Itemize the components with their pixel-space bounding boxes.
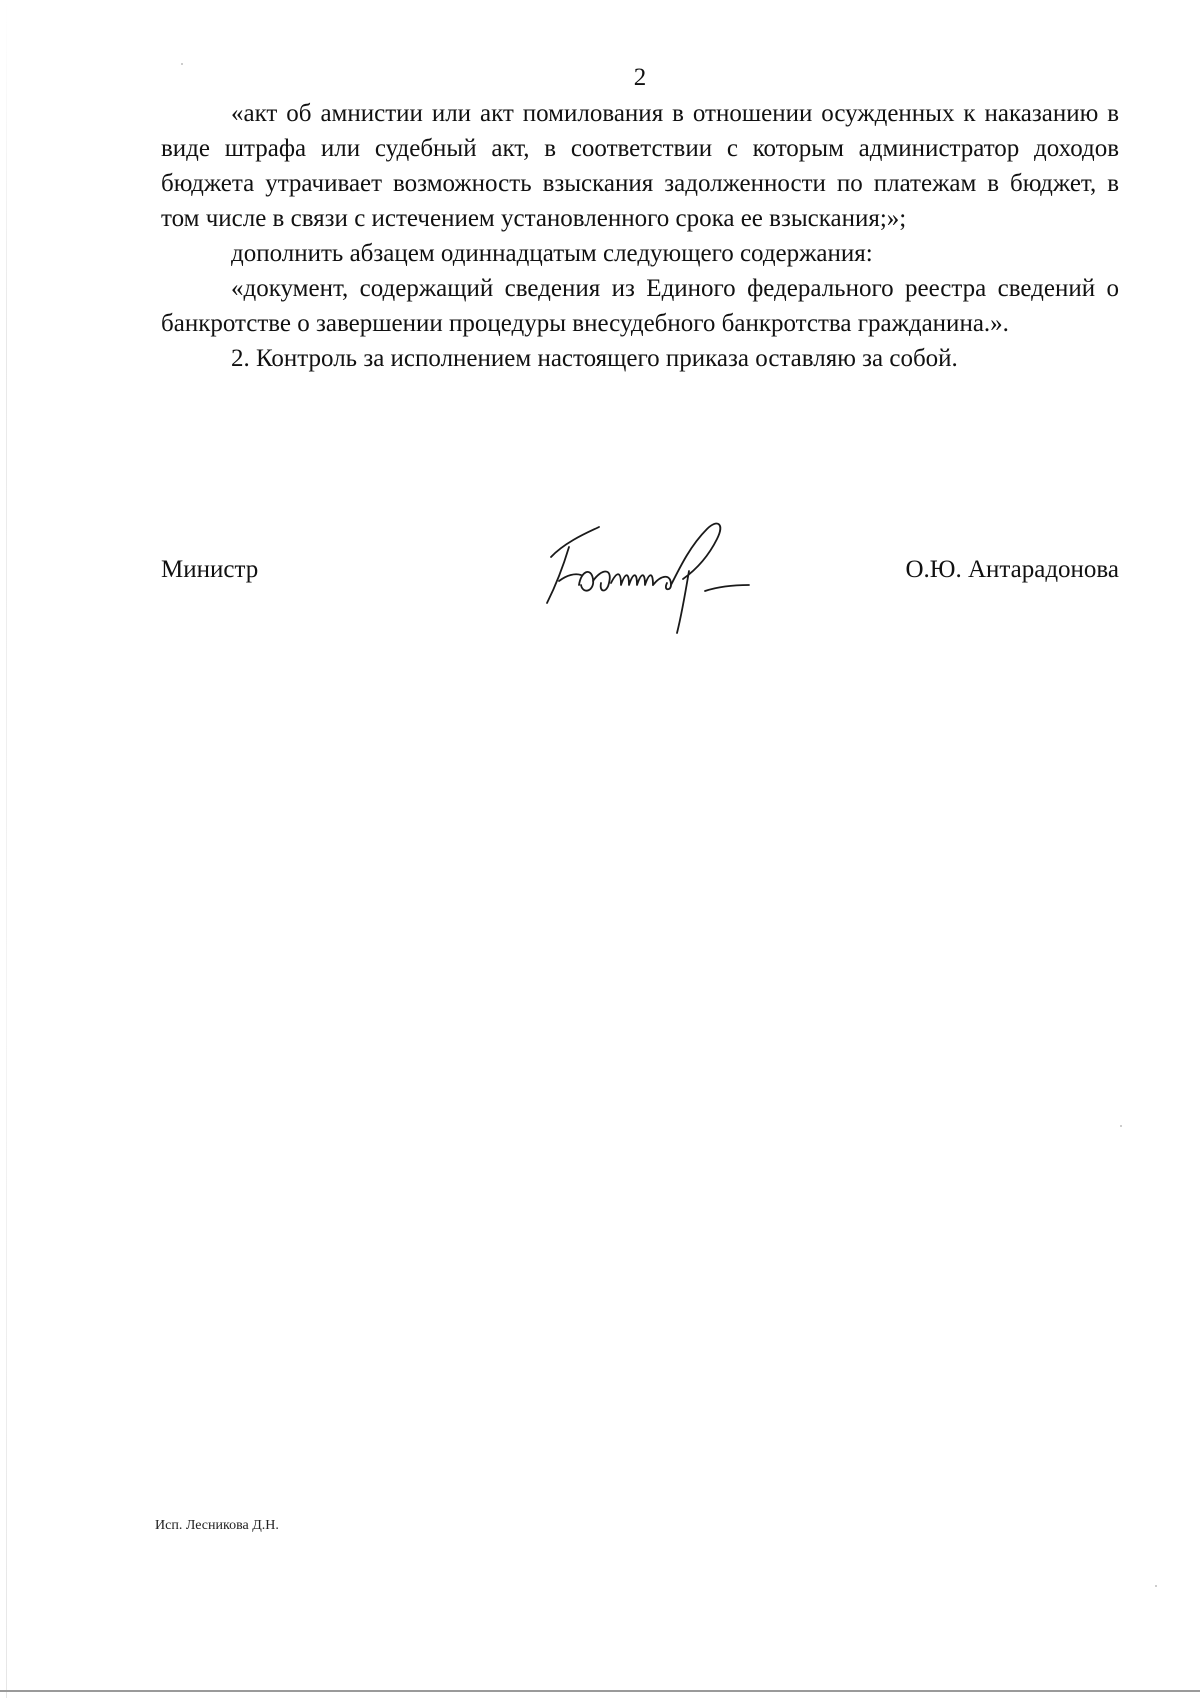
signatory-title: Министр: [161, 556, 259, 583]
paragraph-amnesty-clause: «акт об амнистии или акт помилования в отношении осужденных к наказанию в виде штрафа или судебный акт, в соответствии с которым администратор доходов бюджета утрачивает возможность взыскания задолженности по платежам в бюджет, в том числе в связи с истечением установленного срока ее взыскания;»;: [161, 100, 1119, 232]
signatory-name: О.Ю. Антарадонова: [905, 556, 1119, 583]
body-text: [161, 96, 1119, 376]
scan-edge-left: [6, 0, 7, 1698]
paragraph-control-clause: 2. Контроль за исполнением настоящего приказа оставляю за собой.: [231, 345, 958, 372]
scan-speck: [1120, 1125, 1122, 1127]
scan-edge-bottom: [0, 1690, 1200, 1692]
paragraph-amendment-intro: дополнить абзацем одиннадцатым следующего содержания:: [231, 240, 873, 267]
signature-block: [161, 505, 1119, 645]
executor-note: Исп. Лесникова Д.Н.: [155, 1518, 279, 1533]
handwritten-signature: [521, 505, 781, 645]
paragraph-bankruptcy-clause: «документ, содержащий сведения из Единого федерального реестра сведений о банкротстве о завершении процедуры внесудебного банкротства гражданина.».: [161, 275, 1119, 337]
page-number: 2: [633, 64, 647, 91]
scan-speck: [1155, 1585, 1157, 1587]
